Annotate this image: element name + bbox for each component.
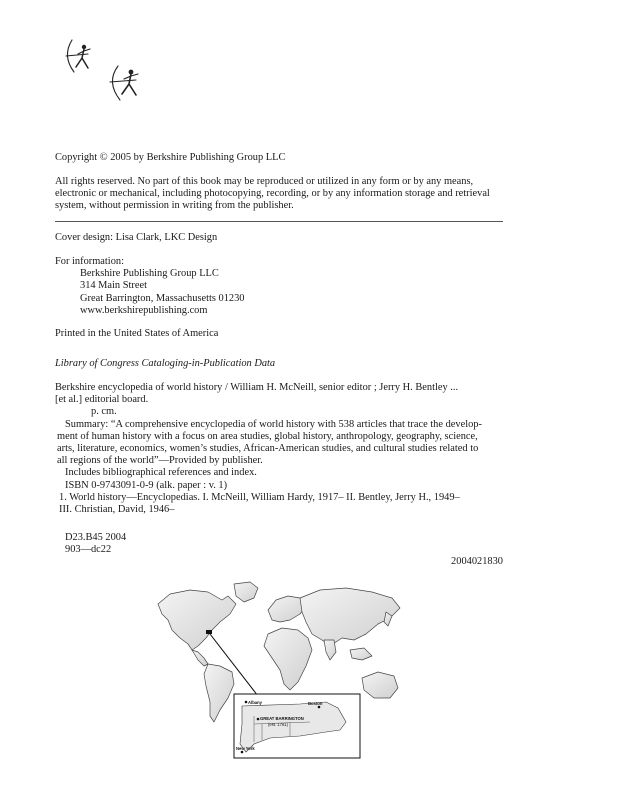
cip-dewey-number: 903—dc22	[65, 544, 112, 556]
info-label: For information:	[55, 256, 124, 267]
cip-subjects-line: III. Christian, David, 1946–	[59, 504, 175, 516]
publisher-website: www.berkshirepublishing.com	[80, 304, 208, 316]
printed-text: Printed in the United States of America	[55, 328, 219, 339]
cip-classification	[55, 532, 505, 556]
cover-design-text: Cover design: Lisa Clark, LKC Design	[55, 232, 218, 243]
label-new-york: New York	[236, 746, 255, 751]
cip-record	[55, 382, 505, 516]
information-block	[55, 256, 505, 317]
cip-isbn: ISBN 0-9743091-0-9 (alk. paper : v. 1)	[65, 479, 228, 491]
cip-summary-line: ment of human history with a focus on area studies, global history, anthropology, geography, science,	[57, 430, 478, 442]
publisher-logo	[58, 34, 148, 118]
rights-line: system, without permission in writing from the publisher.	[55, 200, 294, 212]
central-america	[192, 650, 208, 666]
copyright-text: Copyright © 2005 by Berkshire Publishing Group LLC	[55, 152, 286, 163]
india	[324, 640, 336, 660]
rights-paragraph	[55, 176, 505, 213]
cip-heading-text: Library of Congress Cataloging-in-Publication Data	[55, 358, 276, 369]
cip-summary-line: arts, literature, economics, women’s studies, African-American studies, and cultural studies related to	[57, 443, 479, 455]
rights-line: electronic or mechanical, including photocopying, recording, or by any information storage and retrieval	[55, 188, 490, 200]
label-established: (est. 1761)	[268, 722, 289, 727]
north-america	[158, 590, 236, 650]
publisher-name: Berkshire Publishing Group LLC	[80, 268, 219, 280]
cip-summary-line: Summary: “A comprehensive encyclopedia of world history with 538 articles that trace the develop-	[65, 418, 482, 430]
label-albany: Albany	[248, 700, 262, 705]
cover-design	[55, 232, 505, 244]
southeast-asia	[350, 648, 372, 660]
south-america	[204, 664, 234, 722]
rights-line: All rights reserved. No part of this book may be reproduced or utilized in any form or by any means,	[55, 176, 474, 187]
copyright-line	[55, 152, 505, 164]
publisher-street: 314 Main Street	[80, 280, 147, 292]
label-great-barrington: GREAT BARRINGTON	[260, 716, 304, 721]
world-map	[150, 574, 412, 764]
australia	[362, 672, 398, 698]
printed-in	[55, 328, 505, 340]
greenland	[234, 582, 258, 602]
cip-pcm: p. cm.	[91, 406, 117, 418]
cip-subjects-line: 1. World history—Encyclopedias. I. McNeill, William Hardy, 1917– II. Bentley, Jerry H., 1949–	[59, 491, 460, 503]
lccn: 2004021830	[451, 556, 503, 567]
cip-class-number: D23.B45 2004	[65, 532, 127, 543]
africa	[264, 628, 312, 690]
publisher-city: Great Barrington, Massachusetts 01230	[80, 292, 245, 304]
cip-biblio: Includes bibliographical references and index.	[65, 467, 257, 479]
cip-title-line: [et al.] editorial board.	[55, 394, 149, 406]
cip-title-line: Berkshire encyclopedia of world history / William H. McNeill, senior editor ; Jerry H. Bentley ...	[55, 382, 459, 393]
location-marker	[206, 630, 212, 634]
divider-rule	[55, 221, 503, 222]
cip-heading	[55, 358, 505, 370]
cip-summary-line: all regions of the world”—Provided by publisher.	[57, 455, 263, 467]
label-boston: Boston	[308, 701, 323, 706]
